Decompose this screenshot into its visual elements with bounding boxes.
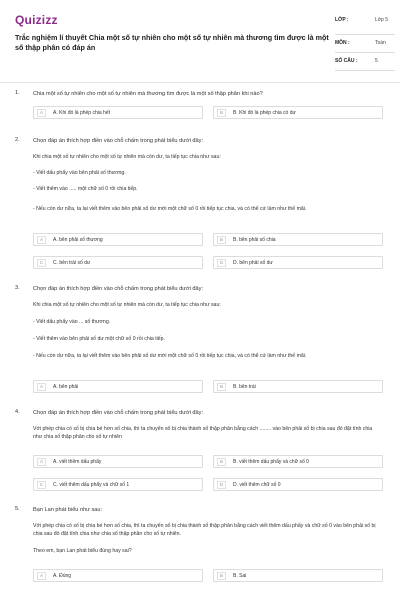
option-letter: D — [217, 481, 226, 489]
question-paragraph: Theo em, bạn Lan phát biểu đúng hay sai? — [33, 548, 132, 554]
option-letter: B — [217, 383, 226, 391]
question-paragraph: Với phép chia có số bị chia bé hơn số chia, thì ta chuyển số bị chia thành số thập phân bằng cách viết thêm dấu phẩy và chữ số 0 vào bên phải số bị chia sau đó đặt tính chia như chia số thập phân cho số tự nhiên. — [33, 523, 376, 537]
meta-row-class — [335, 14, 395, 35]
question-paragraph: Với phép chia có số bị chia bé hơn số chia, thì ta chuyển số bị chia thành số thập phân bằng cách ........ vào bên phải số bị chia sau đó đặt tính chia như chia số thập phân cho số tự nhiên — [33, 426, 373, 440]
worksheet-title: Trắc nghiệm lí thuyết Chia một số tự nhiên cho một số tự nhiên mà thương tìm được là một số thập phân có đáp án — [15, 33, 329, 52]
question-text: Bạn Lan phát biểu như sau: — [33, 507, 103, 513]
meta-label: LỚP : — [335, 17, 349, 23]
option-c[interactable] — [33, 478, 203, 491]
option-a[interactable] — [33, 106, 203, 119]
worksheet-meta — [335, 14, 395, 67]
question-paragraph: - Viết thêm vào bên phải số dư một chữ số 0 rồi chia tiếp. — [33, 336, 165, 342]
option-text: C. viết thêm dấu phẩy và chữ số 1 — [53, 482, 130, 488]
quizizz-logo: Quizizz — [15, 13, 58, 27]
question-paragraph: - Nếu còn dư nữa, ta lại viết thêm vào bên phải số dư mới một chữ số 0 rồi tiếp tục chia, và có thể cứ làm như thế mãi. — [33, 206, 307, 212]
question-paragraph: - Nếu còn dư nữa, ta lại viết thêm vào bên phải số dư mới một chữ số 0 rồi tiếp tục chia, và có thể cứ làm như thế mãi. — [33, 353, 307, 359]
option-text: A. bên phải — [53, 384, 79, 390]
option-letter: A — [37, 458, 46, 466]
question-number: 3. — [15, 285, 20, 291]
option-text: A. Khi đó là phép chia hết — [53, 110, 110, 116]
meta-value: 5 — [375, 58, 378, 64]
option-text: B. viết thêm dấu phẩy và chữ số 0 — [233, 459, 309, 465]
option-letter: B — [217, 236, 226, 244]
option-b[interactable] — [213, 455, 383, 468]
option-a[interactable] — [33, 569, 203, 582]
meta-label: MÔN : — [335, 40, 350, 46]
option-text: B. bên phải số chia — [233, 237, 276, 243]
option-text: B. Khi đó là phép chia có dư — [233, 110, 296, 116]
question-text: Chia một số tự nhiên cho một số tự nhiên mà thương tìm được là một số thập phân khi nào? — [33, 91, 263, 97]
question-paragraph: - Viết dấu phẩy vào ... số thương. — [33, 319, 111, 325]
meta-label: SỐ CÂU : — [335, 58, 358, 64]
option-letter: B — [217, 458, 226, 466]
option-letter: A — [37, 109, 46, 117]
option-a[interactable] — [33, 233, 203, 246]
header-divider — [0, 82, 400, 83]
option-text: D. bên phải số dư — [233, 260, 273, 266]
option-text: B. bên trái — [233, 384, 256, 390]
option-letter: C — [37, 259, 46, 267]
worksheet-header — [15, 9, 387, 73]
question-number: 2. — [15, 137, 20, 143]
option-a[interactable] — [33, 380, 203, 393]
meta-row-subject — [335, 37, 395, 53]
option-letter: D — [217, 259, 226, 267]
option-text: A. Đúng — [53, 573, 72, 579]
meta-value: Lớp 5 — [375, 17, 389, 23]
question-paragraph: - Viết thêm vào ..... một chữ số 0 rồi chia tiếp. — [33, 186, 138, 192]
question-text: Chọn đáp án thích hợp điền vào chỗ chấm trong phát biểu dưới đây: — [33, 410, 203, 416]
option-letter: A — [37, 383, 46, 391]
question-paragraph: Khi chia một số tự nhiên cho một số tự nhiên mà còn dư, ta tiếp tục chia như sau: — [33, 154, 221, 160]
option-c[interactable] — [33, 256, 203, 269]
option-letter: A — [37, 572, 46, 580]
question-paragraph: Khi chia một số tự nhiên cho một số tự nhiên mà còn dư, ta tiếp tục chia như sau: — [33, 302, 221, 308]
option-letter: C — [37, 481, 46, 489]
option-letter: A — [37, 236, 46, 244]
option-text: C. bên trái số dư — [53, 260, 91, 266]
question-number: 4. — [15, 409, 20, 415]
option-b[interactable] — [213, 233, 383, 246]
option-d[interactable] — [213, 478, 383, 491]
option-letter: B — [217, 572, 226, 580]
option-b[interactable] — [213, 106, 383, 119]
question-paragraph: - Viết dấu phẩy vào bên phải số thương. — [33, 170, 126, 176]
option-text: B. Sai — [233, 573, 247, 579]
option-a[interactable] — [33, 455, 203, 468]
meta-row-count — [335, 55, 395, 71]
option-b[interactable] — [213, 569, 383, 582]
meta-value: Toán — [375, 40, 386, 46]
question-text: Chọn đáp án thích hợp điền vào chỗ chấm trong phát biểu dưới đây: — [33, 138, 203, 144]
option-text: A. bên phải số thương — [53, 237, 103, 243]
question-number: 5. — [15, 506, 20, 512]
option-text: A. viết thêm dấu phẩy — [53, 459, 102, 465]
option-d[interactable] — [213, 256, 383, 269]
option-text: D. viết thêm chữ số 0 — [233, 482, 281, 488]
question-text: Chọn đáp án thích hợp điền vào chỗ chấm trong phát biểu dưới đây: — [33, 286, 203, 292]
option-letter: B — [217, 109, 226, 117]
option-b[interactable] — [213, 380, 383, 393]
question-number: 1. — [15, 90, 20, 96]
